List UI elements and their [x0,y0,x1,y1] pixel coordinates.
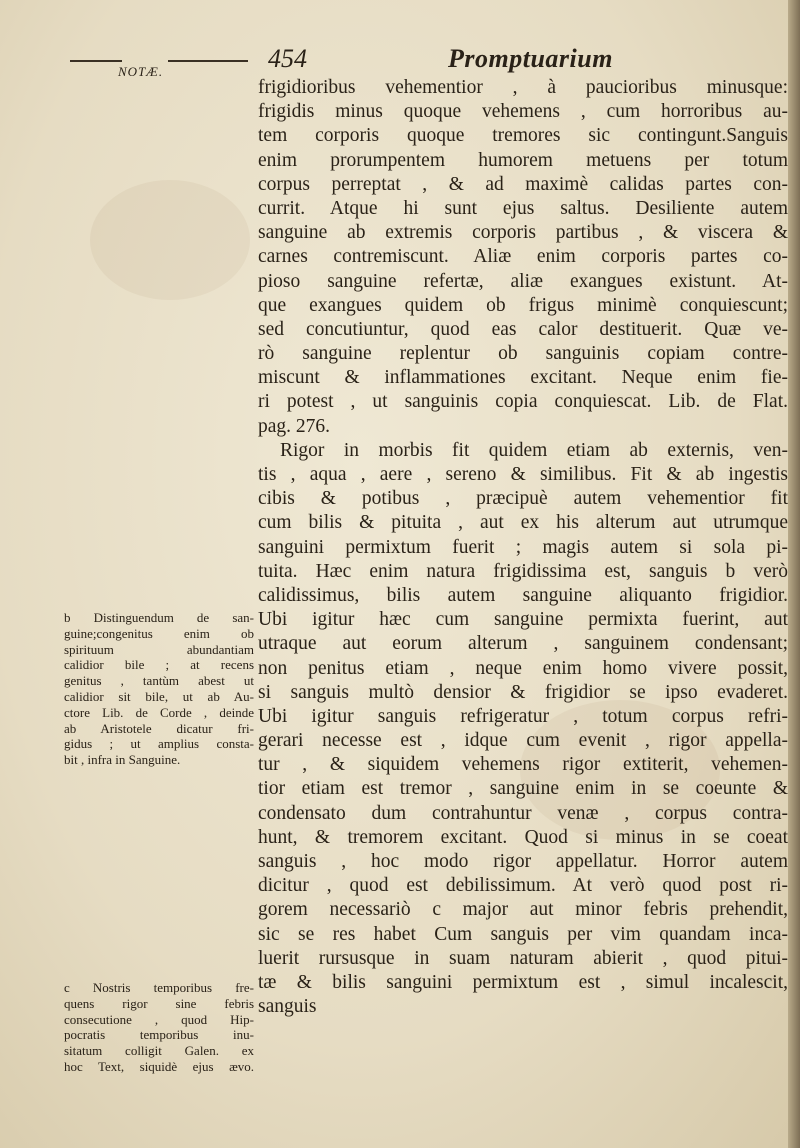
paper-stain [90,180,250,300]
text-line: ri potest , ut sanguinis copia conquiescat. Lib. de Flat. [258,391,788,413]
text-line: sanguine ab extremis corporis partibus , & viscera & [258,222,788,244]
text-line: sanguini permixtum fuerit ; magis autem si sola pi- [258,536,788,558]
text-line: carnes contremiscunt. Aliæ enim corporis partes co- [258,246,788,268]
margin-note-line: calidior sit bile, ut ab Au- [64,688,254,704]
margin-note-line: ctore Lib. de Corde , deinde [64,704,254,720]
text-line: corpus perreptat , & ad maximè calidas partes con- [258,173,788,195]
text-line: tæ & bilis sanguini permixtum est , simul incalescit, [258,971,788,993]
text-line: condensato dum contrahuntur venæ , corpus contra- [258,802,788,824]
text-line: sanguis [258,996,317,1018]
text-line: Rigor in morbis fit quidem etiam ab externis, ven- [280,439,788,461]
margin-note-b [64,610,254,768]
text-line: non penitus etiam , neque enim homo vivere possit, [258,657,788,679]
margin-note-line: genitus , tantùm abest ut [64,673,254,689]
text-line: frigidioribus vehementior , à paucioribus minusque: [258,77,788,98]
margin-note-line: quens rigor sine febris [64,995,254,1011]
text-line: frigidis minus quoque vehemens , cum horroribus au- [258,101,788,123]
margin-note-line: ab Aristotele dicatur fri- [64,720,254,736]
text-line: cum bilis & pituita , aut ex his alterum aut utrumque [258,512,788,534]
margin-note-line: consecutione , quod Hip- [64,1011,254,1027]
text-line: tior etiam est tremor , sanguine enim in se coeunte & [258,778,788,800]
margin-note-line: calidior bile ; at recens [64,657,254,673]
margin-note-line: gidus ; ut amplius consta- [64,736,254,752]
text-line: que exangues quidem ob frigus minimè conquiescunt; [258,294,788,316]
text-line: Ubi igitur hæc cum sanguine permixta fuerint, aut [258,609,788,631]
margin-note-line: b Distinguendum de san- [64,610,254,625]
text-line: luerit rursusque in suam naturam abierit , quod pitui- [258,947,788,969]
text-line: rò sanguine replentur ob sanguinis copiam contre- [258,343,788,365]
text-line: Ubi igitur sanguis refrigeratur , totum corpus refri- [258,705,788,727]
text-line: hunt, & tremorem excitant. Quod si minus in se coeat [258,826,788,848]
header-rule [168,60,248,62]
text-line: gorem necessariò c major aut minor febris prehendit, [258,899,788,921]
margin-note-line: spirituum abundantiam [64,641,254,657]
text-line: gerari necesse est , idque cum evenit , rigor appella- [258,730,788,752]
text-line: currit. Atque hi sunt ejus saltus. Desiliente autem [258,197,788,219]
text-line: tem corporis quoque tremores sic contingunt.Sanguis [258,125,788,147]
book-spine-shadow [788,0,800,1148]
text-line: cibis & potibus , præcipuè autem vehementior fit [258,488,788,510]
margin-note-line: guine;congenitus enim ob [64,625,254,641]
running-title: Promptuarium [448,44,613,73]
text-line: si sanguis multò densior & frigidior se ipso evaderet. [258,681,788,703]
notes-heading: NOTÆ. [118,64,164,79]
text-line: tuita. Hæc enim natura frigidissima est, sanguis b verò [258,560,788,582]
text-line: utraque aut eorum alterum , sanguinem condensant; [258,633,788,655]
margin-note-line: hoc Text, siquidè ejus ævo. [64,1058,254,1074]
text-line: enim prorumpentem humorem metuens per totum [258,149,788,171]
text-line: dicitur , quod est debilissimum. At verò quod post ri- [258,875,788,897]
margin-note-line: sitatum colligit Galen. ex [64,1043,254,1059]
text-line: calidissimus, bilis autem sanguine aliquanto frigidior. [258,584,788,606]
text-line: tur , & siquidem vehemens rigor extiterit, vehemen- [258,754,788,776]
text-line: miscunt & inflammationes excitant. Neque enim fie- [258,367,788,389]
margin-note-line: pocratis temporibus inu- [64,1027,254,1043]
text-line: sed concutiuntur, quod eas calor destituerit. Quæ ve- [258,318,788,340]
text-line: sic se res habet Cum sanguis per vim quandam inca- [258,923,788,945]
header-rule [70,60,122,62]
text-line: tis , aqua , aere , sereno & similibus. Fit & ab ingestis [258,464,788,485]
text-line: sanguis , hoc modo rigor appellatur. Horror autem [258,851,788,872]
margin-note-line: bit , infra in Sanguine. [64,752,181,768]
margin-note-line: c Nostris temporibus fre- [64,980,254,995]
text-line: pag. 276. [258,415,331,437]
text-line: pioso sanguine refertæ, aliæ exangues existunt. At- [258,270,788,292]
main-text-column [258,76,788,1019]
page-number: 454 [268,44,307,73]
margin-note-c [64,980,254,1075]
